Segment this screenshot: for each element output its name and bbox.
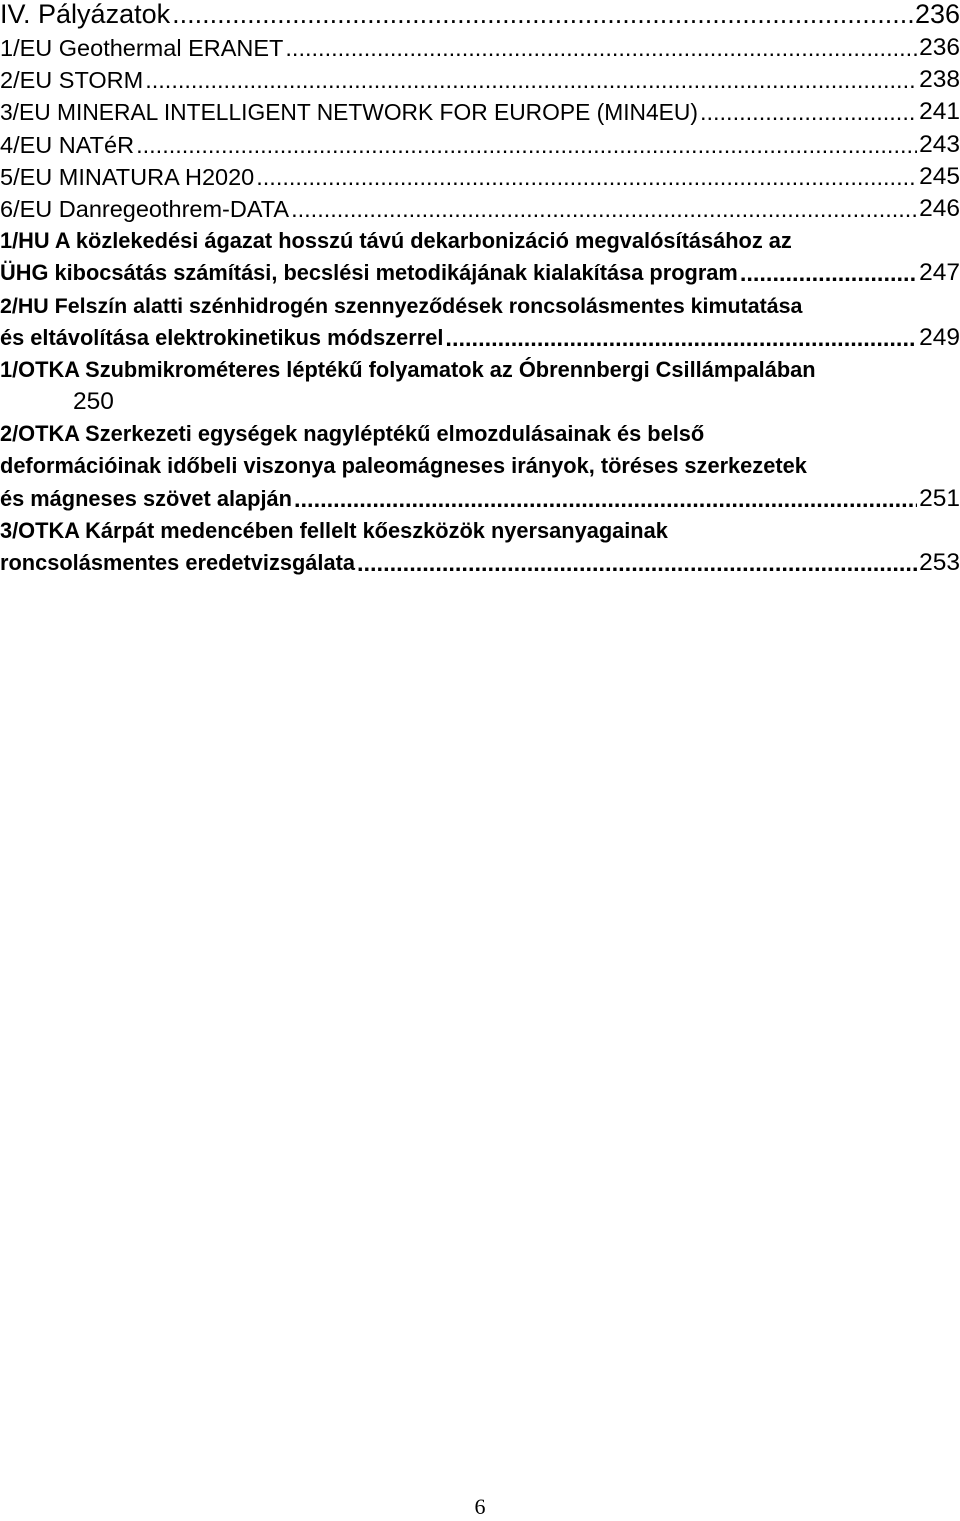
toc-entry-page: 238 [919,66,960,94]
toc-entry-title: 6/EU Danregeothrem-DATA [0,196,290,223]
section-title-row [0,0,960,29]
toc-entry-page: 247 [919,259,960,287]
toc-entry-title: 1/EU Geothermal ERANET [0,35,284,61]
table-of-contents [0,0,960,579]
dot-leader [357,547,917,579]
section-title: IV. Pályázatok [0,0,171,29]
toc-entry-title-line: és mágneses szövet alapján [0,485,292,511]
toc-entry[interactable] [0,515,960,579]
toc-entry[interactable] [0,354,960,418]
dot-leader [285,32,917,64]
toc-entry-page: 246 [919,195,960,223]
toc-entry-title-line: 1/OTKA Szubmikrométeres léptékű folyamatok az Óbrennbergi Csillámpalában [0,357,816,383]
toc-entry-page: 243 [919,130,960,158]
toc-entry-page: 250 [73,388,114,416]
dot-leader [700,96,917,128]
toc-entry-title: 3/EU MINERAL INTELLIGENT NETWORK FOR EUROPE (MIN4EU) [0,99,698,126]
dot-leader [145,64,917,96]
toc-entry-page: 249 [919,323,960,351]
dot-leader [291,193,917,225]
toc-entry-title-line: 2/OTKA Szerkezeti egységek nagyléptékű elmozdulásainak és belső [0,421,705,447]
toc-entry[interactable] [0,96,960,128]
toc-entry[interactable] [0,32,960,64]
toc-entry-page: 245 [919,162,960,190]
toc-entry[interactable] [0,418,960,515]
toc-entry-title-line: 1/HU A közlekedési ágazat hosszú távú dekarbonizáció megvalósításához az [0,228,792,254]
toc-entry[interactable] [0,161,960,193]
toc-entry[interactable] [0,129,960,161]
dot-leader [136,129,917,161]
toc-entry-page: 241 [919,98,960,126]
toc-entry-title-line: deformációinak időbeli viszonya paleomágneses irányok, töréses szerkezetek [0,453,807,479]
toc-entry-title-line: 3/OTKA Kárpát medencében fellelt kőeszközök nyersanyagainak [0,517,668,543]
dot-leader [740,257,917,289]
toc-entry-title: 2/EU STORM [0,67,144,94]
toc-entry[interactable] [0,64,960,96]
dot-leader [294,483,917,515]
dot-leader [256,161,917,193]
dot-leader [445,322,917,354]
toc-entry-page: 236 [919,34,960,61]
toc-entry-title: 4/EU NATéR [0,131,135,158]
toc-entry-title-line: ÜHG kibocsátás számítási, becslési metodikájának kialakítása program [0,260,738,286]
toc-entry[interactable] [0,193,960,225]
toc-entry-title-line: roncsolásmentes eredetvizsgálata [0,550,355,576]
section-page-number: 236 [914,0,960,29]
toc-entry-page: 251 [919,484,960,512]
toc-entry-title-line: 2/HU Felszín alatti szénhidrogén szennyeződések roncsolásmentes kimutatása [0,293,803,318]
toc-entry-title-line: és eltávolítása elektrokinetikus módszerrel [0,324,444,350]
toc-entry[interactable] [0,290,960,354]
toc-entry[interactable] [0,225,960,289]
footer-page-number: 6 [474,1494,486,1519]
toc-entry-page: 253 [919,549,960,577]
toc-entry-title: 5/EU MINATURA H2020 [0,163,255,190]
